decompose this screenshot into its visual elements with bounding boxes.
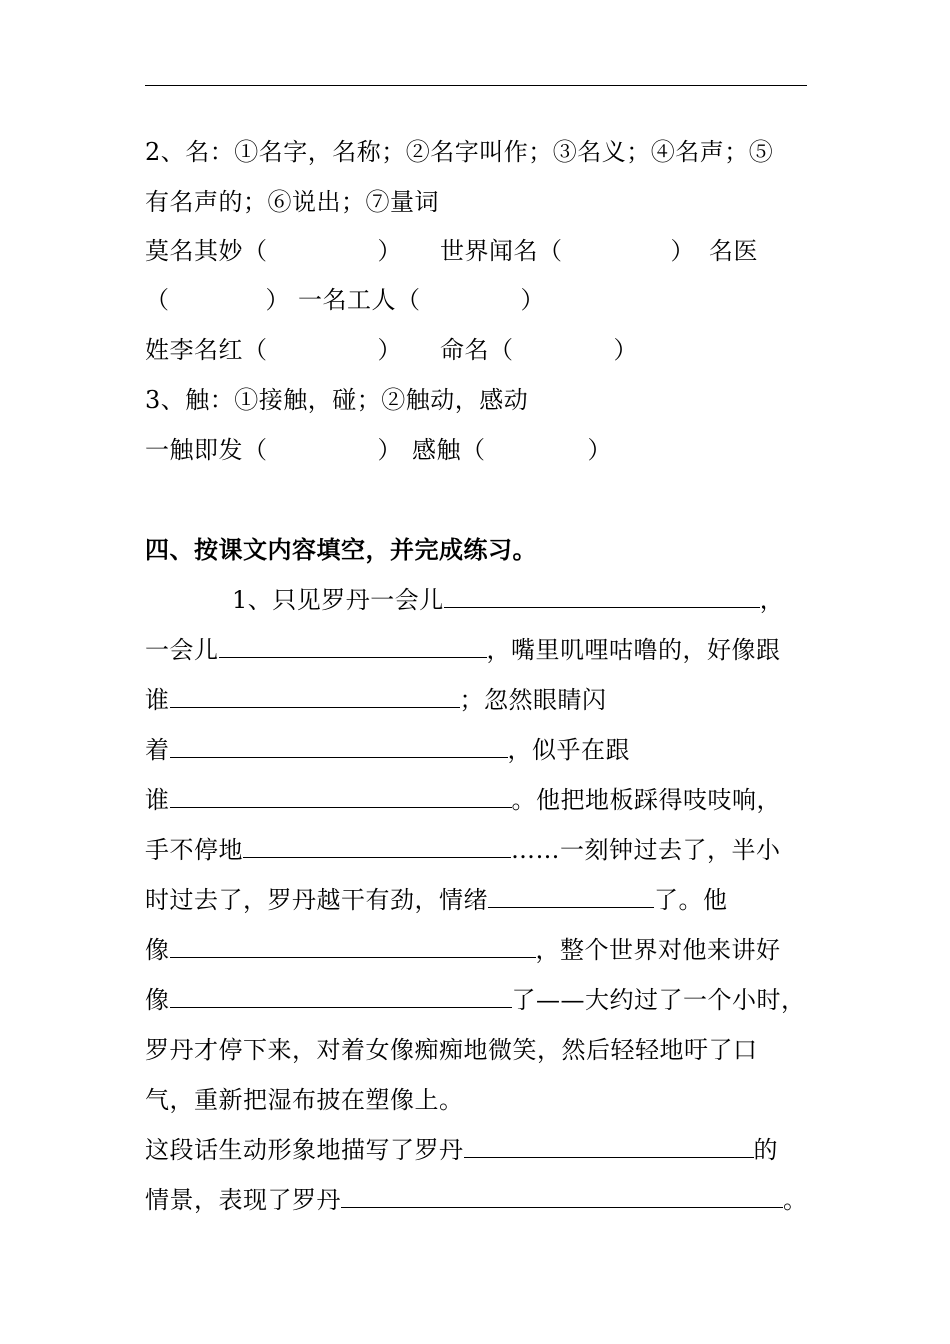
passage-line9: 像 了——大约过了一个小时， xyxy=(145,986,806,1014)
word-gan-chu: 感触 xyxy=(412,436,461,464)
passage-line5: 谁 。他把地板踩得吱吱响， xyxy=(145,786,781,814)
sec3-definition-line: 3、触：①接触，碰；②触动，感动 xyxy=(145,386,529,414)
sec2-items-row3: 姓李名红（ ） 命名（ ） xyxy=(145,336,638,364)
word-shi-jie-wen-ming: 世界闻名 xyxy=(440,237,538,265)
fill-blank[interactable] xyxy=(170,785,512,808)
fill-blank[interactable] xyxy=(243,835,511,858)
fill-blank[interactable] xyxy=(219,635,487,658)
sec2-items-row1: 莫名其妙（ ） 世界闻名（ ） 名医 xyxy=(145,237,758,265)
fill-blank[interactable] xyxy=(170,685,460,708)
sec2-items-row2: （ ） 一名工人（ ） xyxy=(145,286,545,314)
passage-line7: 时过去了，罗丹越干有劲，情绪 了。他 xyxy=(145,886,728,914)
passage-line6: 手不停地 ……一刻钟过去了，半小 xyxy=(145,836,781,864)
fill-blank[interactable] xyxy=(341,1185,783,1208)
word-xing-li-ming-hong: 姓李名红 xyxy=(145,336,243,364)
sec3-items-row: 一触即发（ ） 感触（ ） xyxy=(145,436,612,464)
passage-line8: 像 ，整个世界对他来讲好 xyxy=(145,936,781,964)
passage-line3: 谁 ；忽然眼睛闪 xyxy=(145,686,607,714)
fill-blank[interactable] xyxy=(170,985,512,1008)
word-ming-ming: 命名 xyxy=(440,336,489,364)
word-ming-yi: 名医 xyxy=(709,237,758,265)
passage-line11: 气，重新把湿布披在塑像上。 xyxy=(145,1086,464,1114)
passage-line1: 1、只见罗丹一会儿 ， xyxy=(232,586,785,614)
passage-line10: 罗丹才停下来，对着女像痴痴地微笑，然后轻轻地吁了口 xyxy=(145,1036,758,1064)
passage-line4: 着 ，似乎在跟 xyxy=(145,736,630,764)
sec2-definition-line1: 2、名：①名字，名称；②名字叫作；③名义；④名声；⑤ xyxy=(145,138,774,166)
question-line2: 情景，表现了罗丹 。 xyxy=(145,1186,808,1214)
word-yi-chu-ji-fa: 一触即发 xyxy=(145,436,243,464)
question-line1: 这段话生动形象地描写了罗丹 的 xyxy=(145,1136,778,1164)
word-yi-ming-gong-ren: 一名工人 xyxy=(298,286,396,314)
fill-blank[interactable] xyxy=(170,935,536,958)
sec2-definition-line2: 有名声的；⑥说出；⑦量词 xyxy=(145,188,439,216)
fill-blank[interactable] xyxy=(170,735,508,758)
word-mo-ming-qi-miao: 莫名其妙 xyxy=(145,237,243,265)
fill-blank[interactable] xyxy=(464,1135,754,1158)
fill-blank[interactable] xyxy=(444,585,760,608)
part4-heading: 四、按课文内容填空，并完成练习。 xyxy=(145,535,537,564)
header-rule xyxy=(145,85,807,86)
fill-blank[interactable] xyxy=(488,885,654,908)
passage-line2: 一会儿 ，嘴里叽哩咕噜的，好像跟 xyxy=(145,636,781,664)
